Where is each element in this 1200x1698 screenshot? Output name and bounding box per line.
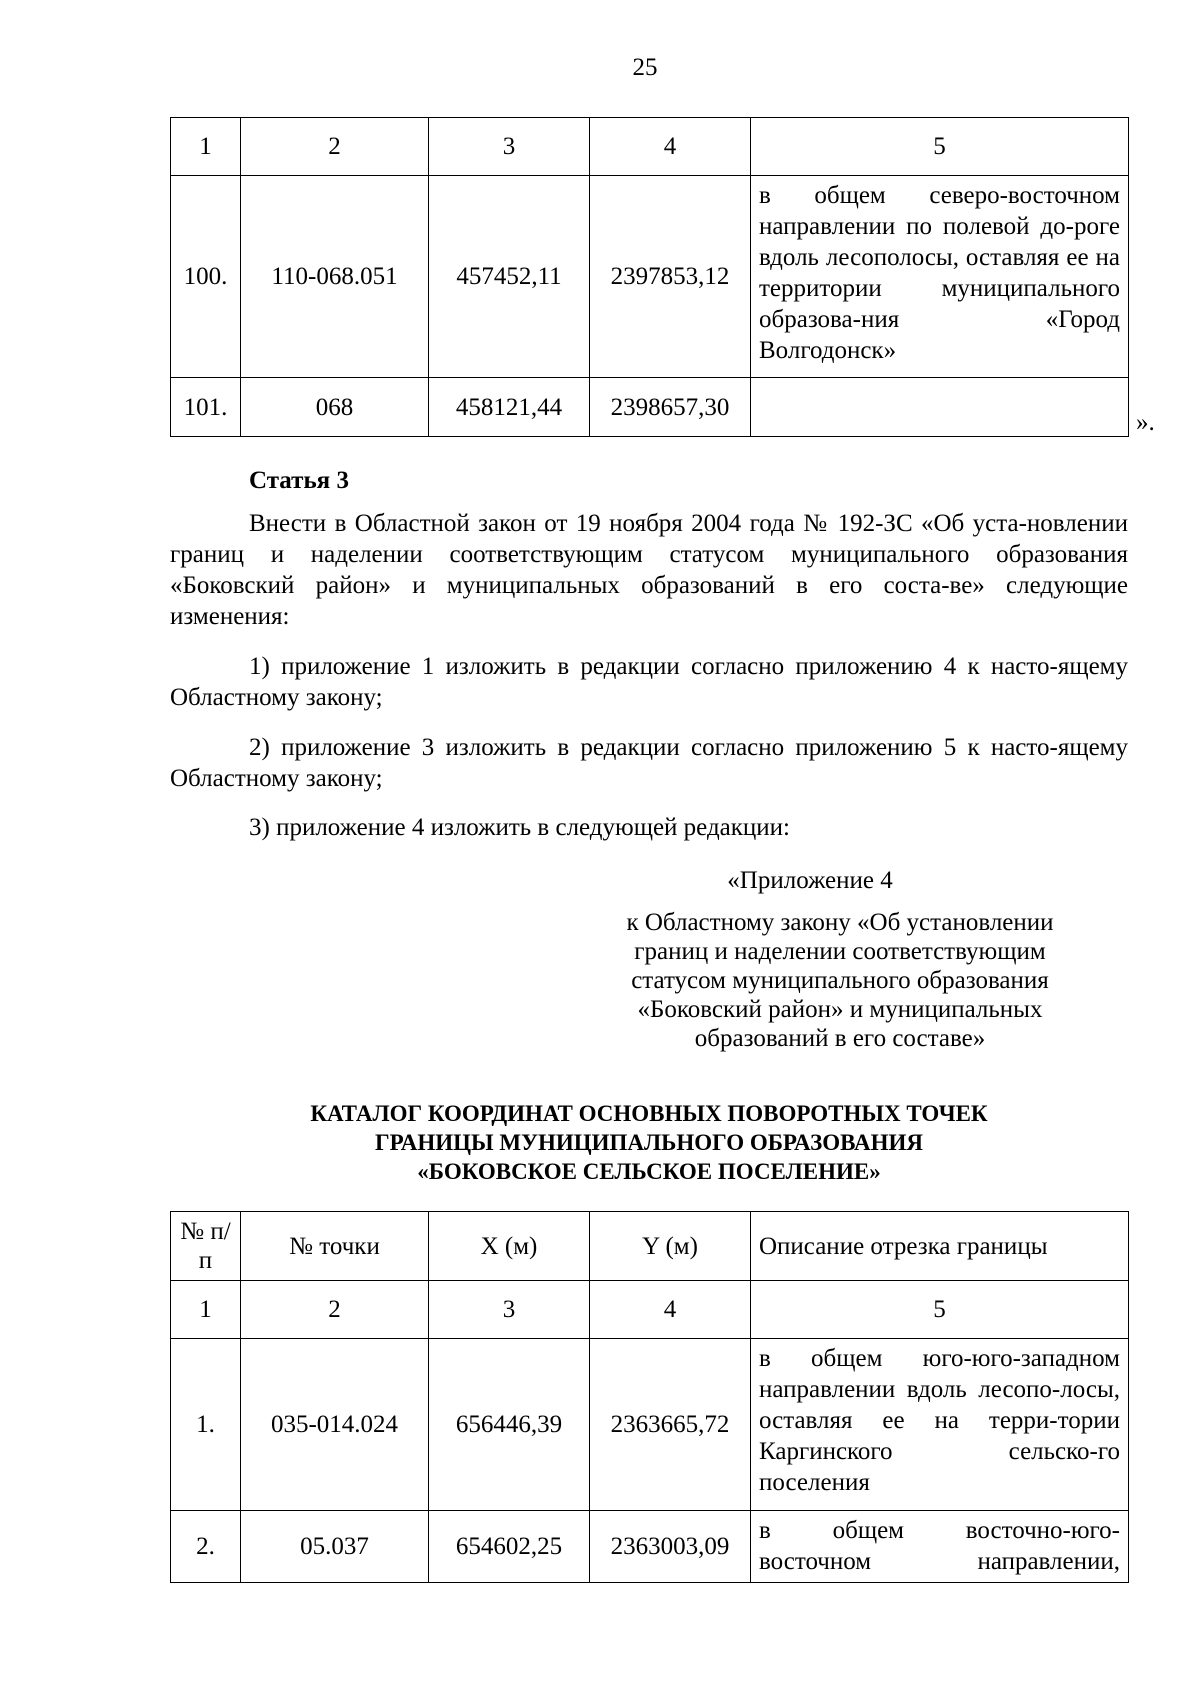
- appendix-line: границ и наделении соответствующим: [634, 938, 1046, 965]
- appendix-line: к Областному закону «Об установлении: [626, 909, 1054, 936]
- catalog-table: [170, 1211, 1129, 1583]
- column-number: 5: [751, 1281, 1129, 1339]
- column-number: 1: [171, 1281, 241, 1339]
- segment-description: в общем восточно-юго-восточном направлении,: [751, 1511, 1129, 1583]
- appendix-line: «Боковский район» и муниципальных: [637, 996, 1043, 1023]
- table-header-row: [171, 1212, 1129, 1281]
- article-item: 3) приложение 4 изложить в следующей редакции:: [249, 814, 790, 841]
- table-row: [171, 378, 1129, 437]
- closing-quote-mark: ».: [1136, 409, 1155, 436]
- point-id: 110-068.051: [241, 176, 429, 378]
- segment-description: [751, 378, 1129, 437]
- top-table: [170, 117, 1129, 437]
- table-numbering-row: [171, 1281, 1129, 1339]
- segment-description: в общем юго-юго-западном направлении вдоль лесопо-лосы, оставляя ее на терри-тории Каргинского сельско-го поселения: [751, 1339, 1129, 1511]
- article-item: 1) приложение 1 изложить в редакции согласно приложению 4 к насто-ящему Областному закону;: [170, 653, 1128, 711]
- catalog-title: [170, 1099, 1128, 1186]
- y-coordinate: 2363003,09: [590, 1511, 751, 1583]
- row-number: 100.: [171, 176, 241, 378]
- column-header: Y (м): [590, 1212, 751, 1281]
- catalog-title-line: ГРАНИЦЫ МУНИЦИПАЛЬНОГО ОБРАЗОВАНИЯ: [375, 1130, 923, 1155]
- column-header: № п/п: [171, 1212, 241, 1281]
- point-id: 068: [241, 378, 429, 437]
- appendix-title: «Приложение 4: [727, 867, 893, 894]
- table-header-row: [171, 118, 1129, 176]
- column-number: 3: [429, 1281, 590, 1339]
- x-coordinate: 656446,39: [429, 1339, 590, 1511]
- catalog-title-line: «БОКОВСКОЕ СЕЛЬСКОЕ ПОСЕЛЕНИЕ»: [417, 1159, 881, 1184]
- row-number: 101.: [171, 378, 241, 437]
- row-number: 2.: [171, 1511, 241, 1583]
- appendix-line: образований в его составе»: [694, 1025, 986, 1052]
- point-id: 035-014.024: [241, 1339, 429, 1511]
- appendix-line: статусом муниципального образования: [631, 967, 1049, 994]
- article-intro-paragraph: Внести в Областной закон от 19 ноября 2004 года № 192-ЗС «Об уста-новлении границ и наделении соответствующим статусом муниципального образования «Боковский район» и муниципальных образований в его соста-ве» следующие изменения:: [170, 510, 1128, 630]
- table-row: [171, 1511, 1129, 1583]
- x-coordinate: 654602,25: [429, 1511, 590, 1583]
- page-number: 25: [632, 54, 658, 81]
- table-row: [171, 1339, 1129, 1511]
- column-number: 4: [590, 1281, 751, 1339]
- article-item: 2) приложение 3 изложить в редакции согласно приложению 5 к насто-ящему Областному закону;: [170, 734, 1128, 792]
- column-header: X (м): [429, 1212, 590, 1281]
- row-number: 1.: [171, 1339, 241, 1511]
- y-coordinate: 2398657,30: [590, 378, 751, 437]
- y-coordinate: 2363665,72: [590, 1339, 751, 1511]
- column-header: № точки: [241, 1212, 429, 1281]
- point-id: 05.037: [241, 1511, 429, 1583]
- article-heading: Статья 3: [249, 467, 349, 494]
- x-coordinate: 458121,44: [429, 378, 590, 437]
- column-number: 5: [751, 118, 1129, 176]
- table-row: [171, 176, 1129, 378]
- column-header: Описание отрезка границы: [751, 1212, 1129, 1281]
- column-number: 1: [171, 118, 241, 176]
- column-number: 2: [241, 118, 429, 176]
- column-number: 4: [590, 118, 751, 176]
- segment-description: в общем северо-восточном направлении по полевой до-роге вдоль лесополосы, оставляя ее на территории муниципального образова-ния «Город Волгодонск»: [751, 176, 1129, 378]
- column-number: 3: [429, 118, 590, 176]
- y-coordinate: 2397853,12: [590, 176, 751, 378]
- x-coordinate: 457452,11: [429, 176, 590, 378]
- catalog-title-line: КАТАЛОГ КООРДИНАТ ОСНОВНЫХ ПОВОРОТНЫХ ТОЧЕК: [310, 1101, 988, 1126]
- appendix-subtitle: [560, 908, 1120, 1053]
- column-number: 2: [241, 1281, 429, 1339]
